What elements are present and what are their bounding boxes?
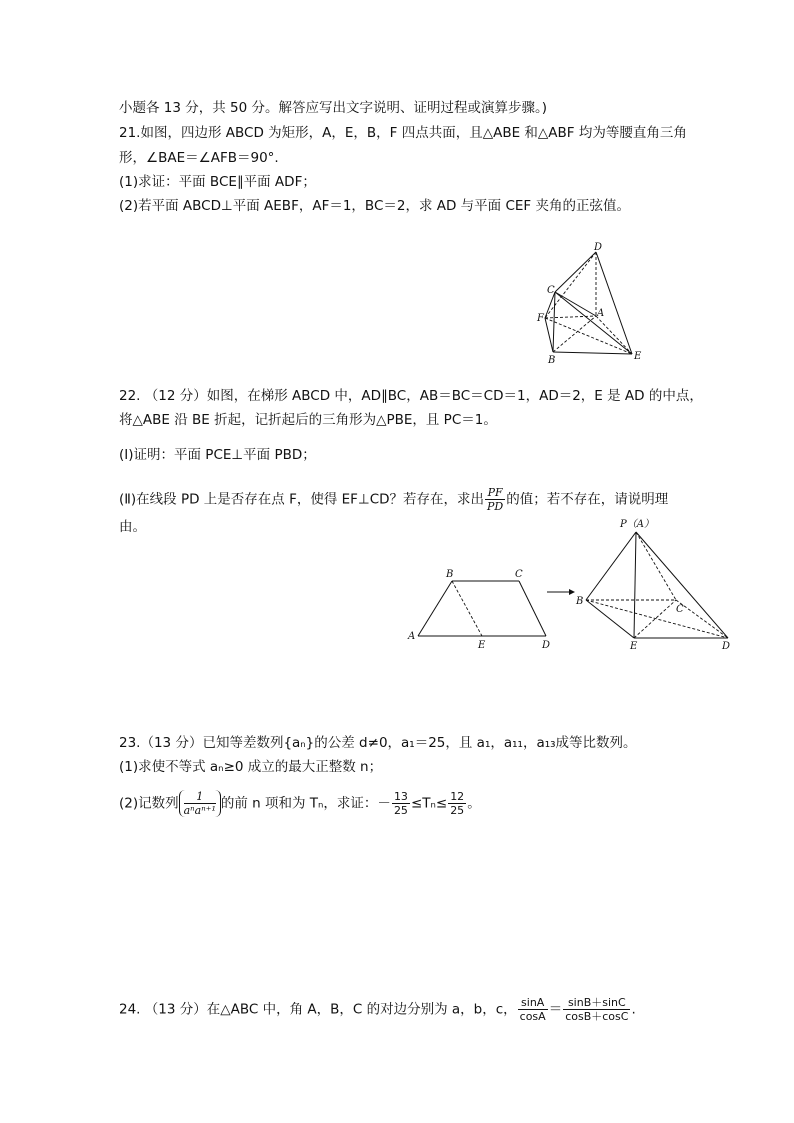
q23-end: 。 [467,795,481,812]
frac-num: PF [485,486,505,500]
f2-num: 12 [450,790,465,803]
edge-DE [596,252,632,354]
q22-part2-a: (Ⅱ)在线段 PD 上是否存在点 F，使得 EF⊥CD？若存在，求出 [119,491,485,508]
trap-AB [418,581,452,636]
trap-label-A: A [408,631,416,642]
q23-part1: (1)求使不等式 aₙ≥0 成立的最大正整数 n； [119,759,383,775]
q23-frac1 [392,790,410,817]
pyr-label-D: D [722,641,731,652]
q24-line [119,996,636,1023]
q22-part2-b: 的值；若不存在，请说明理 [506,491,669,508]
pyr-label-B: B [576,596,584,607]
pyr-label-C: C [676,604,684,615]
edge-BE [553,352,632,354]
edge-CE [555,292,632,354]
seq-num: 1 [184,790,216,804]
trap-BE [452,581,482,636]
q23-part2-a: (2)记数列 [119,795,179,812]
pyr-PD [636,532,728,638]
q24-f2-num: sinB＋sinC [563,996,630,1010]
q23-line1: 23.（13 分）已知等差数列{aₙ}的公差 d≠0，a₁＝25，且 a₁，a₁₁，a₁₃成等比数列。 [119,735,637,751]
q23-part2-b: 的前 n 项和为 Tₙ，求证：－ [220,795,391,812]
edge-FE [545,318,632,354]
trap-label-E: E [478,640,486,651]
q21-part2: (2)若平面 ABCD⊥平面 AEBF，AF＝1，BC＝2，求 AD 与平面 CEF 夹角的正弦值。 [119,198,630,214]
q24-f1-num: sinA [518,996,548,1010]
edge-BA [553,316,596,352]
q23-seq-brace [179,790,221,817]
label-A: A [597,308,605,319]
edge-FA [545,316,596,318]
q22-fraction [485,486,505,513]
pyr-PB [586,532,636,600]
trap-CD [519,581,546,636]
seq-den: aⁿaⁿ⁺¹ [183,804,216,817]
q21-figure [528,240,648,368]
edge-FB [545,318,553,352]
q21-line2: 形，∠BAE＝∠AFB＝90°. [119,150,279,166]
label-C: C [547,285,555,296]
pyr-BD [586,600,728,638]
pyr-PC [636,532,676,600]
q21-line1: 21.如图，四边形 ABCD 为矩形，A，E，B，F 四点共面，且△ABE 和△ABF 均为等腰直角三角 [119,125,687,141]
pyr-EC [634,600,676,638]
q22-part1: (Ⅰ)证明：平面 PCE⊥平面 PBD； [119,447,316,463]
f1-num: 13 [393,790,408,803]
trap-label-C: C [515,569,523,580]
q22-part2-c: 由。 [119,519,146,535]
label-B: B [548,355,556,366]
q23-mid: ≤Tₙ≤ [410,795,448,812]
q24-frac1 [518,996,548,1023]
q22-pyramid-figure [572,514,744,656]
q22-trapezoid-figure [402,566,562,652]
pyr-label-E: E [630,641,638,652]
frac-den: PD [487,500,504,513]
q23-frac2 [448,790,466,817]
q22-line1: 22. （12 分）如图，在梯形 ABCD 中，AD∥BC，AB＝BC＝CD＝1，AD＝2，E 是 AD 的中点， [119,388,703,404]
f1-den: 25 [393,804,408,817]
q23-part2 [119,790,481,817]
trap-label-D: D [542,640,551,651]
q21-part1: (1)求证：平面 BCE∥平面 ADF； [119,174,316,190]
q22-line2: 将△ABE 沿 BE 折起，记折起后的三角形为△PBE，且 PC＝1。 [119,412,497,428]
q24-frac2 [563,996,630,1023]
q24-eq: ＝ [548,1001,563,1018]
label-F: F [537,313,544,324]
q24-text: 24. （13 分）在△ABC 中，角 A，B，C 的对边分别为 a，b，c， [119,1001,517,1018]
trap-label-B: B [446,569,454,580]
q22-part2 [119,486,668,513]
edge-CA [555,292,596,316]
pyr-BE [586,600,634,638]
pyr-CD [676,600,728,638]
pyr-label-P: P（A） [620,519,654,530]
q24-f1-den: cosA [519,1010,546,1023]
q24-f2-den: cosB＋cosC [565,1010,629,1023]
label-E: E [634,351,642,362]
edge-AE [596,316,632,354]
q24-end: . [631,1001,636,1018]
intro-line: 小题各 13 分，共 50 分。解答应写出文字说明、证明过程或演算步骤。) [119,100,548,116]
edge-DC [555,252,596,292]
label-D: D [594,242,603,253]
pyr-PE [634,532,636,638]
f2-den: 25 [450,804,465,817]
